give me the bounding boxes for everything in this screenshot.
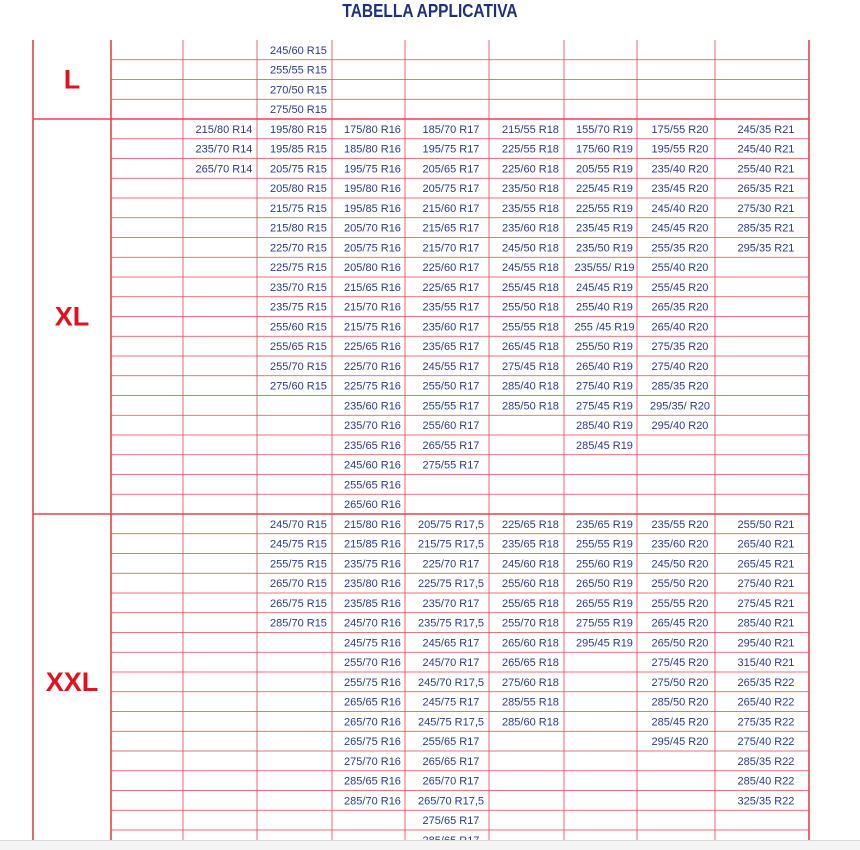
tire-size-cell: 255/75 R15 — [270, 558, 327, 571]
tire-size-cell: 195/75 R16 — [344, 163, 401, 176]
tire-size-cell: 235/65 R19 — [576, 518, 633, 531]
tire-size-cell: 245/75 R17,5 — [417, 716, 485, 729]
tire-size-cell: 295/35/ R20 — [650, 400, 710, 413]
tire-size-cell: 225/75 R17,5 — [417, 578, 485, 591]
tire-size-cell: 205/75 R17 — [422, 183, 480, 196]
tire-size-cell: 245/55 R18 — [502, 262, 559, 275]
tire-size-cell: 285/35 R22 — [737, 755, 795, 768]
tire-size-cell: 195/55 R20 — [651, 143, 709, 156]
tire-size-cell: 285/55 R18 — [502, 696, 559, 709]
tire-size-cell: 205/80 R16 — [344, 262, 401, 275]
tire-size-cell: 245/70 R17,5 — [417, 676, 485, 689]
tire-size-cell: 275/45 R19 — [576, 400, 633, 413]
tire-size-cell: 265/65 R16 — [344, 696, 401, 709]
tire-size-cell: 255/55 R17 — [422, 400, 480, 413]
tire-size-cell: 255/55 R20 — [651, 597, 709, 610]
tire-size-cell: 275/40 R20 — [651, 360, 709, 373]
tire-size-cell: 225/45 R19 — [576, 183, 633, 196]
tire-size-cell: 315/40 R21 — [737, 657, 795, 670]
tire-size-cell: 225/60 R17 — [422, 262, 480, 275]
tire-size-cell: 215/65 R17 — [422, 222, 480, 235]
tire-size-cell: 275/40 R19 — [576, 380, 633, 393]
tire-size-cell: 245/75 R16 — [344, 637, 401, 650]
tire-size-cell: 265/65 R17 — [422, 755, 480, 768]
tire-size-cell: 275/35 R20 — [651, 341, 709, 354]
tire-size-cell: 155/70 R19 — [576, 123, 633, 136]
tire-size-cell: 285/65 R16 — [344, 775, 401, 788]
tire-size-cell: 255/55 R15 — [270, 64, 327, 77]
size-label-xl: XL — [54, 301, 90, 332]
tire-size-cell: 255/70 R16 — [344, 657, 401, 670]
tire-size-cell: 285/35 R21 — [737, 222, 795, 235]
tire-size-cell: 255/50 R18 — [502, 301, 559, 314]
tire-size-cell: 235/75 R17,5 — [417, 617, 485, 630]
tire-size-cell: 255 /45 R19 — [574, 321, 635, 334]
tire-size-cell: 205/80 R15 — [270, 183, 327, 196]
tire-size-cell: 255/60 R17 — [422, 420, 480, 433]
tire-size-cell: 235/60 R20 — [651, 538, 709, 551]
tire-size-cell: 245/40 R21 — [737, 143, 795, 156]
tire-size-cell: 265/40 R19 — [576, 360, 633, 373]
tire-size-cell: 215/55 R18 — [502, 123, 559, 136]
tire-size-cell: 215/75 R17,5 — [417, 538, 485, 551]
tire-size-cell: 255/40 R21 — [737, 163, 795, 176]
tire-size-cell: 275/45 R20 — [651, 657, 709, 670]
tire-size-cell: 245/70 R15 — [270, 518, 327, 531]
tire-size-cell: 235/55 R18 — [502, 202, 559, 215]
tire-size-cell: 235/65 R16 — [344, 439, 401, 452]
tire-size-cell: 295/40 R21 — [737, 637, 795, 650]
tire-size-cell: 225/65 R18 — [502, 518, 559, 531]
tire-size-cell: 245/55 R17 — [422, 360, 480, 373]
tire-size-cell: 255/65 R15 — [270, 341, 327, 354]
tire-size-cell: 265/70 R16 — [344, 716, 401, 729]
tire-size-cell: 245/60 R16 — [344, 459, 401, 472]
tire-size-cell: 265/55 R19 — [576, 597, 633, 610]
tire-size-cell: 265/70 R14 — [195, 163, 253, 176]
tire-size-cell: 235/70 R14 — [195, 143, 253, 156]
tire-size-cell: 265/35 R20 — [651, 301, 709, 314]
tire-size-cell: 225/75 R15 — [270, 262, 327, 275]
tire-size-cell: 225/55 R19 — [576, 202, 633, 215]
tire-size-cell: 285/60 R18 — [502, 716, 559, 729]
tire-size-cell: 195/75 R17 — [422, 143, 480, 156]
tire-size-cell: 245/70 R17 — [422, 657, 480, 670]
tire-size-cell: 235/70 R17 — [422, 597, 480, 610]
tire-size-cell: 275/35 R22 — [737, 716, 795, 729]
tire-size-cell: 265/70 R17,5 — [417, 795, 485, 808]
tire-size-cell: 255/60 R18 — [502, 578, 559, 591]
tire-size-cell: 215/60 R17 — [422, 202, 480, 215]
tire-size-cell: 215/80 R14 — [195, 123, 253, 136]
tire-size-cell: 205/75 R16 — [344, 242, 401, 255]
tire-size-cell: 255/75 R16 — [344, 676, 401, 689]
tire-size-cell: 255/70 R18 — [502, 617, 559, 630]
tire-size-cell: 245/65 R17 — [422, 637, 480, 650]
tire-size-cell: 275/50 R20 — [651, 676, 709, 689]
tire-size-cell: 235/50 R18 — [502, 183, 559, 196]
tire-size-cell: 205/70 R16 — [344, 222, 401, 235]
tire-size-cell: 295/35 R21 — [737, 242, 795, 255]
tire-size-cell: 235/45 R20 — [651, 183, 709, 196]
tire-size-cell: 235/50 R19 — [576, 242, 633, 255]
tire-size-cell: 225/75 R16 — [344, 380, 401, 393]
tire-size-cell: 235/60 R18 — [502, 222, 559, 235]
tire-size-cell: 175/60 R19 — [576, 143, 633, 156]
tire-size-cell: 235/45 R19 — [576, 222, 633, 235]
tire-size-cell: 285/50 R18 — [502, 400, 559, 413]
tire-size-cell: 245/75 R17 — [422, 696, 480, 709]
tire-size-cell: 245/75 R15 — [270, 538, 327, 551]
tire-size-cell: 275/45 R18 — [502, 360, 559, 373]
tire-size-cell: 245/45 R20 — [651, 222, 709, 235]
tire-size-cell: 255/50 R17 — [422, 380, 480, 393]
tire-size-cell: 215/70 R16 — [344, 301, 401, 314]
tire-size-cell: 275/45 R21 — [737, 597, 795, 610]
tire-size-cell: 255/50 R21 — [737, 518, 795, 531]
tire-size-cell: 225/70 R16 — [344, 360, 401, 373]
tire-size-cell: 255/55 R19 — [576, 538, 633, 551]
tire-size-cell: 175/55 R20 — [651, 123, 709, 136]
tire-size-cell: 265/50 R20 — [651, 637, 709, 650]
tire-size-cell: 255/65 R16 — [344, 479, 401, 492]
tire-size-cell: 235/55/ R19 — [574, 262, 635, 275]
tire-size-cell: 295/40 R20 — [651, 420, 709, 433]
tire-size-cell: 245/35 R21 — [737, 123, 795, 136]
tire-size-cell: 265/40 R21 — [737, 538, 795, 551]
tire-size-cell: 270/50 R15 — [270, 84, 327, 97]
tire-size-cell: 275/60 R15 — [270, 380, 327, 393]
tire-size-cell: 235/60 R17 — [422, 321, 480, 334]
tire-size-cell: 285/70 R16 — [344, 795, 401, 808]
tire-size-cell: 285/40 R18 — [502, 380, 559, 393]
tire-size-cell: 265/50 R19 — [576, 578, 633, 591]
tire-size-cell: 215/85 R16 — [344, 538, 401, 551]
tire-size-cell: 245/60 R15 — [270, 44, 327, 57]
tire-size-cell: 295/45 R19 — [576, 637, 633, 650]
tire-size-cell: 225/70 R17 — [422, 558, 480, 571]
tire-size-cell: 265/75 R15 — [270, 597, 327, 610]
tire-size-cell: 225/55 R18 — [502, 143, 559, 156]
tire-size-cell: 265/35 R22 — [737, 676, 795, 689]
tire-size-cell: 235/55 R17 — [422, 301, 480, 314]
tire-size-cell: 195/80 R16 — [344, 183, 401, 196]
size-label-l: L — [63, 64, 81, 95]
tire-size-cell: 235/75 R16 — [344, 558, 401, 571]
tire-size-cell: 255/65 R17 — [422, 736, 480, 749]
tire-size-cell: 275/40 R21 — [737, 578, 795, 591]
tire-size-cell: 265/40 R22 — [737, 696, 795, 709]
tire-size-cell: 275/50 R15 — [270, 104, 327, 117]
tire-size-cell: 255/35 R20 — [651, 242, 709, 255]
tire-size-cell: 275/70 R16 — [344, 755, 401, 768]
tire-size-cell: 295/45 R20 — [651, 736, 709, 749]
tire-size-cell: 265/70 R15 — [270, 578, 327, 591]
tire-size-cell: 245/70 R16 — [344, 617, 401, 630]
tire-size-cell: 235/85 R16 — [344, 597, 401, 610]
tire-size-cell: 235/70 R16 — [344, 420, 401, 433]
tire-size-cell: 245/50 R20 — [651, 558, 709, 571]
tire-size-cell: 255/65 R18 — [502, 597, 559, 610]
tire-size-cell: 265/65 R18 — [502, 657, 559, 670]
tire-size-cell: 215/65 R16 — [344, 281, 401, 294]
tire-size-cell: 225/65 R17 — [422, 281, 480, 294]
tire-size-cell: 215/80 R15 — [270, 222, 327, 235]
tire-size-cell: 275/55 R19 — [576, 617, 633, 630]
tire-size-cell: 215/75 R15 — [270, 202, 327, 215]
size-label-xxl: XXL — [45, 666, 99, 697]
tire-size-cell: 255/70 R15 — [270, 360, 327, 373]
tire-size-cell: 235/40 R20 — [651, 163, 709, 176]
tire-size-cell: 285/40 R22 — [737, 775, 795, 788]
tire-size-cell: 275/55 R17 — [422, 459, 480, 472]
table-title: TABELLA APPLICATIVA — [342, 1, 518, 21]
tire-size-cell: 205/75 R17,5 — [417, 518, 485, 531]
tire-size-cell: 285/45 R19 — [576, 439, 633, 452]
tire-size-cell: 285/45 R20 — [651, 716, 709, 729]
tire-size-cell: 325/35 R22 — [737, 795, 795, 808]
tire-size-cell: 245/50 R18 — [502, 242, 559, 255]
tire-size-cell: 195/85 R16 — [344, 202, 401, 215]
tire-size-cell: 235/60 R16 — [344, 400, 401, 413]
tire-size-cell: 205/65 R17 — [422, 163, 480, 176]
tire-size-cell: 265/60 R16 — [344, 499, 401, 512]
tire-size-cell: 235/65 R17 — [422, 341, 480, 354]
tire-size-cell: 275/60 R18 — [502, 676, 559, 689]
tire-size-cell: 255/50 R19 — [576, 341, 633, 354]
tire-size-cell: 225/70 R15 — [270, 242, 327, 255]
tire-size-cell: 265/45 R20 — [651, 617, 709, 630]
tire-size-cell: 275/30 R21 — [737, 202, 795, 215]
tire-size-cell: 195/85 R15 — [270, 143, 327, 156]
tire-size-cell: 245/40 R20 — [651, 202, 709, 215]
tire-size-cell: 225/65 R16 — [344, 341, 401, 354]
tire-size-cell: 185/70 R17 — [422, 123, 480, 136]
tire-size-cell: 265/70 R17 — [422, 775, 480, 788]
tire-size-cell: 255/60 R19 — [576, 558, 633, 571]
tire-size-cell: 235/55 R20 — [651, 518, 709, 531]
tire-size-cell: 255/45 R20 — [651, 281, 709, 294]
tire-size-cell: 285/35 R20 — [651, 380, 709, 393]
tire-size-cell: 205/75 R15 — [270, 163, 327, 176]
tire-size-cell: 185/80 R16 — [344, 143, 401, 156]
tire-size-cell: 205/55 R19 — [576, 163, 633, 176]
tire-size-cell: 255/50 R20 — [651, 578, 709, 591]
tire-size-cell: 255/55 R18 — [502, 321, 559, 334]
tire-size-cell: 285/50 R20 — [651, 696, 709, 709]
tire-size-cell: 235/80 R16 — [344, 578, 401, 591]
tire-size-cell: 195/80 R15 — [270, 123, 327, 136]
tire-size-cell: 245/45 R19 — [576, 281, 633, 294]
tire-size-cell: 245/60 R18 — [502, 558, 559, 571]
tire-size-cell: 265/45 R18 — [502, 341, 559, 354]
tire-size-cell: 235/70 R15 — [270, 281, 327, 294]
tire-size-cell: 255/60 R15 — [270, 321, 327, 334]
tire-size-cell: 265/40 R20 — [651, 321, 709, 334]
tire-size-cell: 275/65 R17 — [422, 815, 480, 828]
tire-size-cell: 265/45 R21 — [737, 558, 795, 571]
tire-size-cell: 285/70 R15 — [270, 617, 327, 630]
tire-size-cell: 255/45 R18 — [502, 281, 559, 294]
tire-size-cell: 215/80 R16 — [344, 518, 401, 531]
tire-size-cell: 175/80 R16 — [344, 123, 401, 136]
tire-size-cell: 285/40 R21 — [737, 617, 795, 630]
tire-size-cell: 265/35 R21 — [737, 183, 795, 196]
tire-size-cell: 275/40 R22 — [737, 736, 795, 749]
tire-size-cell: 215/70 R17 — [422, 242, 480, 255]
tire-size-cell: 235/75 R15 — [270, 301, 327, 314]
tire-size-cell: 225/60 R18 — [502, 163, 559, 176]
tire-size-cell: 255/40 R19 — [576, 301, 633, 314]
tire-size-cell: 265/75 R16 — [344, 736, 401, 749]
tire-size-cell: 285/40 R19 — [576, 420, 633, 433]
tire-size-cell: 255/40 R20 — [651, 262, 709, 275]
tire-size-cell: 215/75 R16 — [344, 321, 401, 334]
tire-size-cell: 265/60 R18 — [502, 637, 559, 650]
tire-size-cell: 265/55 R17 — [422, 439, 480, 452]
tire-size-cell: 235/65 R18 — [502, 538, 559, 551]
